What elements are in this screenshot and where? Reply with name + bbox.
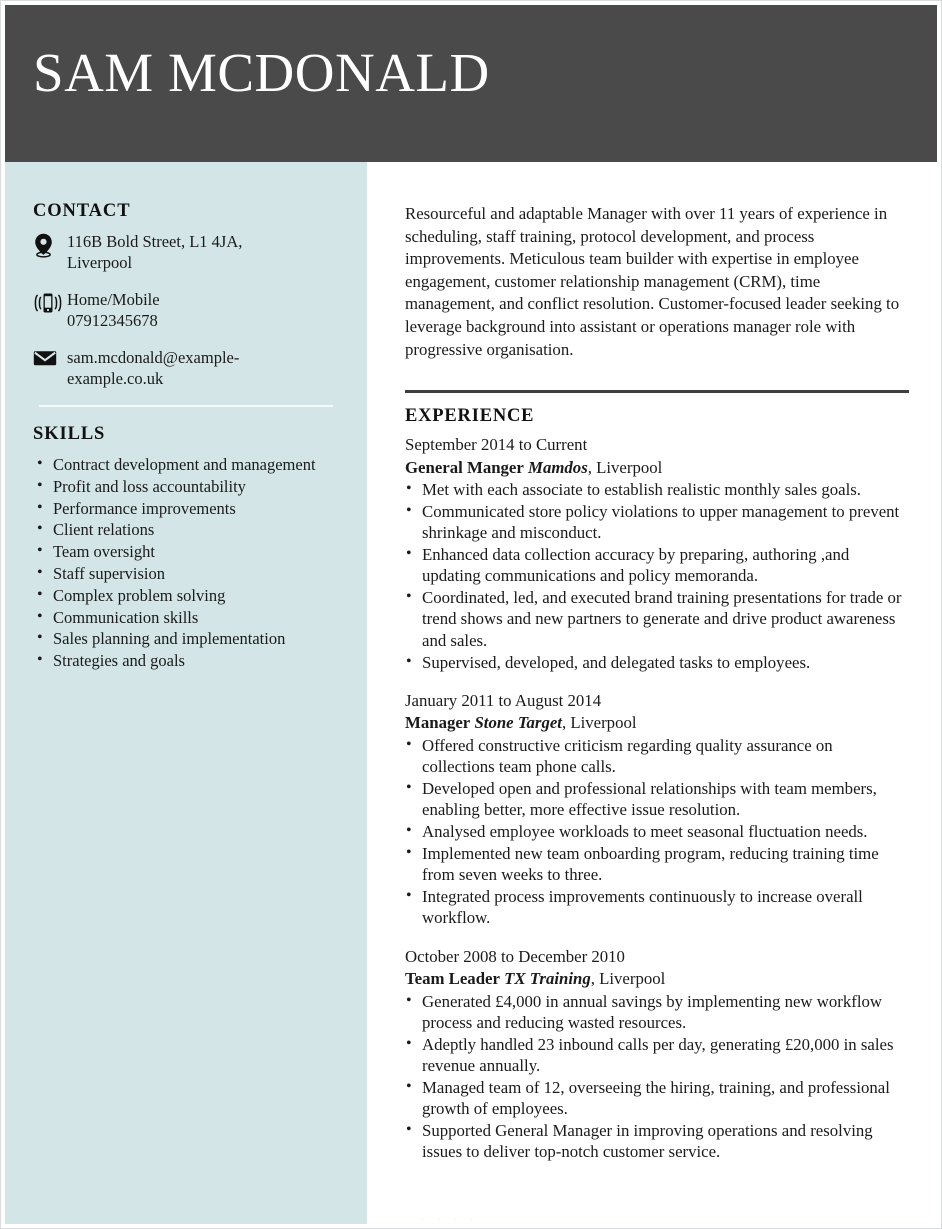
experience-entry bbox=[405, 946, 909, 1163]
job-dates: September 2014 to Current bbox=[405, 435, 588, 455]
list-item: • Met with each associate to establish realistic monthly sales goals. bbox=[405, 479, 909, 500]
job-role: Manager bbox=[405, 713, 471, 733]
list-item: • Managed team of 12, overseeing the hiring, training, and professional growth of employees. bbox=[405, 1077, 909, 1120]
experience-entry bbox=[405, 434, 909, 673]
experience-heading: EXPERIENCE bbox=[405, 406, 535, 427]
list-item: • Complex problem solving bbox=[33, 585, 341, 606]
job-dates: October 2008 to December 2010 bbox=[405, 946, 625, 966]
list-item: • Contract development and management bbox=[33, 454, 341, 475]
skills-heading: SKILLS bbox=[33, 424, 106, 444]
list-item: • Coordinated, led, and executed brand training presentations for trade or trend shows and new partners to generate and drive product awareness and sales. bbox=[405, 587, 909, 651]
professional-summary: Resourceful and adaptable Manager with over 11 years of experience in scheduling, staff training, protocol development, and process improvements. Meticulous team builder with expertise in employee engagement, customer relationship management (CRM), time management, and conflict resolution. Customer-focused leader seeking to leverage background into assistant or operations manager role with progressive organisation. bbox=[405, 204, 900, 359]
contact-email-line-1: sam.mcdonald@example- bbox=[67, 348, 240, 367]
mobile-phone-icon bbox=[33, 289, 67, 315]
main-column bbox=[367, 162, 937, 1224]
list-item: • Profit and loss accountability bbox=[33, 476, 341, 497]
envelope-icon bbox=[33, 347, 67, 367]
contact-item-phone bbox=[33, 289, 341, 331]
list-item: • Strategies and goals bbox=[33, 650, 341, 671]
list-item: • Client relations bbox=[33, 519, 341, 540]
job-bullets bbox=[405, 735, 909, 929]
list-item: • Sales planning and implementation bbox=[33, 628, 341, 649]
list-item: • Supervised, developed, and delegated tasks to employees. bbox=[405, 652, 909, 673]
job-title-line bbox=[405, 457, 909, 480]
contact-address-line-1: 116B Bold Street, L1 4JA, bbox=[67, 232, 243, 251]
contact-phone-label: Home/Mobile bbox=[67, 290, 160, 309]
list-item: • Generated £4,000 in annual savings by implementing new workflow process and reducing wasted resources. bbox=[405, 991, 909, 1034]
job-location: , Liverpool bbox=[587, 457, 663, 477]
contact-email-line-2: example.co.uk bbox=[67, 369, 164, 388]
list-item: • Staff supervision bbox=[33, 563, 341, 584]
job-location: , Liverpool bbox=[590, 969, 666, 988]
contact-phone-number: 07912345678 bbox=[67, 311, 158, 330]
contact-item-address bbox=[33, 231, 341, 273]
job-company: Mamdos bbox=[528, 457, 588, 477]
experience-section-rule bbox=[405, 390, 909, 393]
list-item: • Communication skills bbox=[33, 607, 341, 628]
list-item: • Team oversight bbox=[33, 541, 341, 562]
experience-entry bbox=[405, 690, 909, 929]
location-pin-icon bbox=[33, 231, 67, 258]
page-bottom-artifact: . . . . bbox=[421, 1212, 479, 1222]
list-item: • Implemented new team onboarding program, reducing training time from seven weeks to three. bbox=[405, 843, 909, 886]
contact-address-text bbox=[67, 231, 341, 273]
list-item: • Integrated process improvements continuously to increase overall workflow. bbox=[405, 886, 909, 929]
list-item: • Communicated store policy violations to upper management to prevent shrinkage and misconduct. bbox=[405, 501, 909, 544]
list-item: • Analysed employee workloads to meet seasonal fluctuation needs. bbox=[405, 821, 909, 842]
job-title-line bbox=[405, 968, 909, 991]
job-title-line bbox=[405, 712, 909, 735]
list-item: • Enhanced data collection accuracy by preparing, authoring ,and updating communications and policy memoranda. bbox=[405, 544, 909, 587]
resume-body bbox=[5, 162, 937, 1224]
candidate-name: SAM MCDONALD bbox=[33, 42, 490, 103]
job-bullets bbox=[405, 479, 909, 673]
sidebar-divider bbox=[39, 405, 333, 407]
contact-address-line-2: Liverpool bbox=[67, 253, 133, 272]
contact-email-text[interactable] bbox=[67, 347, 341, 389]
contact-heading: CONTACT bbox=[33, 201, 131, 221]
job-dates: January 2011 to August 2014 bbox=[405, 690, 602, 710]
resume-header bbox=[5, 5, 937, 162]
sidebar bbox=[5, 162, 367, 1224]
job-company: Stone Target bbox=[474, 713, 562, 733]
skills-list bbox=[33, 454, 341, 671]
job-bullets bbox=[405, 991, 909, 1163]
list-item: • Adeptly handled 23 inbound calls per day, generating £20,000 in sales revenue annually. bbox=[405, 1034, 909, 1077]
list-item: • Performance improvements bbox=[33, 498, 341, 519]
job-role: General Manger bbox=[405, 457, 524, 477]
job-role: Team Leader bbox=[405, 969, 500, 988]
list-item: • Offered constructive criticism regarding quality assurance on collections team phone calls. bbox=[405, 735, 909, 778]
list-item: • Supported General Manager in improving operations and resolving issues to deliver top-notch customer service. bbox=[405, 1120, 909, 1163]
job-location: , Liverpool bbox=[561, 713, 637, 733]
contact-phone-text bbox=[67, 289, 341, 331]
job-company: TX Training bbox=[504, 969, 591, 988]
contact-item-email bbox=[33, 347, 341, 389]
list-item: • Developed open and professional relationships with team members, enabling better, more effective issue resolution. bbox=[405, 778, 909, 821]
